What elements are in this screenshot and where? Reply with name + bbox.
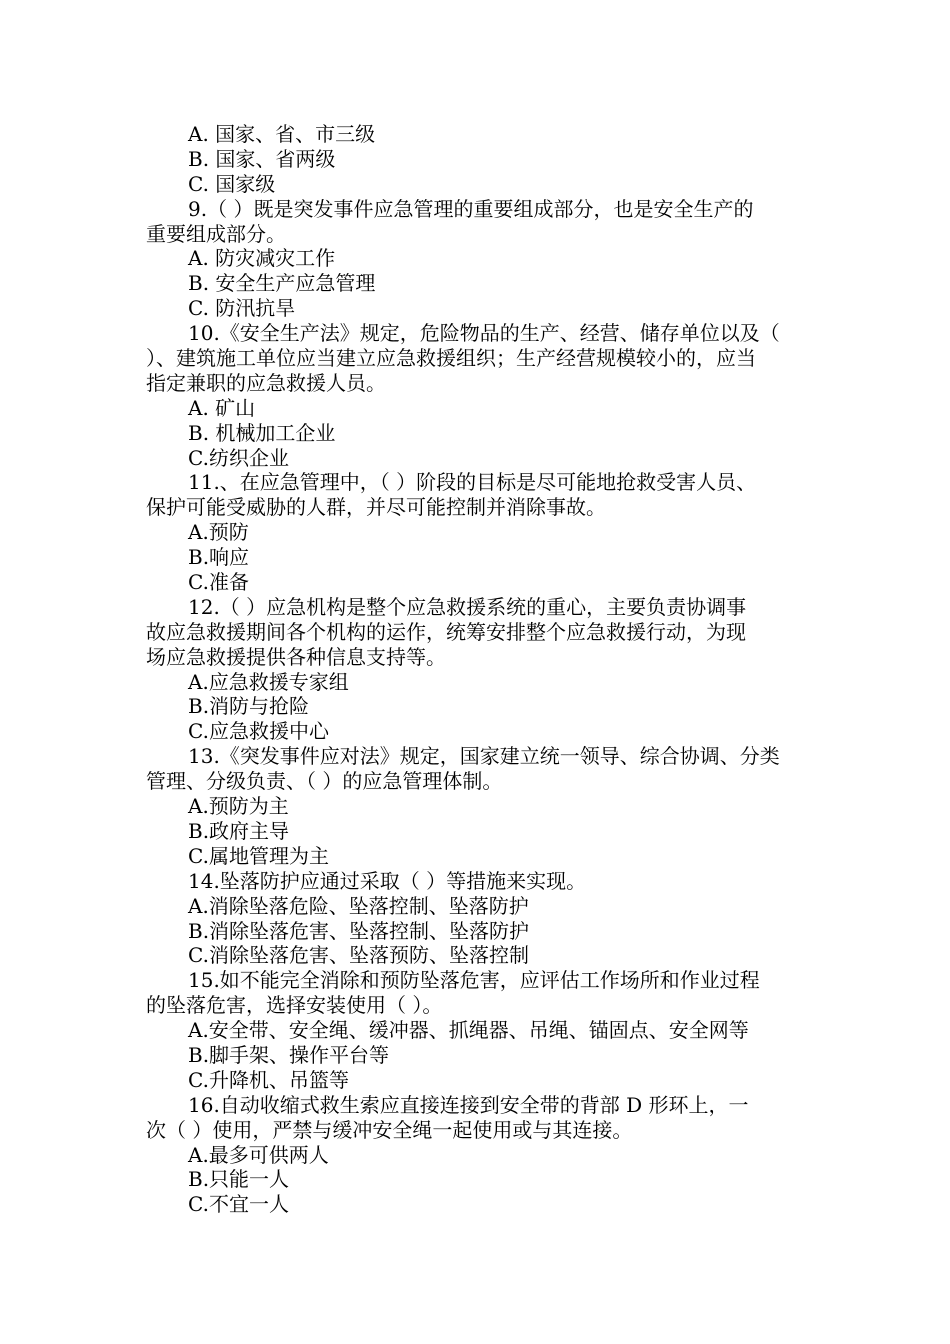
answer-option: C.属地管理为主 (188, 843, 329, 868)
answer-option: B.脚手架、操作平台等 (188, 1042, 390, 1067)
document-body (146, 122, 808, 1217)
question-continuation: ）、建筑施工单位应当建立应急救援组织；生产经营规模较小的，应当 (146, 346, 756, 371)
answer-option: A.最多可供两人 (188, 1142, 329, 1167)
question-continuation: 指定兼职的应急救援人员。 (146, 370, 386, 395)
answer-option: C.消除坠落危害、坠落预防、坠落控制 (188, 943, 529, 968)
answer-option: A.安全带、安全绳、缓冲器、抓绳器、吊绳、锚固点、安全网等 (188, 1018, 749, 1043)
answer-option: C.升降机、吊篮等 (188, 1067, 349, 1092)
question-stem: 9.（ ）既是突发事件应急管理的重要组成部分，也是安全生产的 (188, 196, 754, 221)
question-continuation: 重要组成部分。 (146, 221, 286, 246)
answer-option: B.消除坠落危害、坠落控制、坠落防护 (188, 918, 530, 943)
question-continuation: 故应急救援期间各个机构的运作，统筹安排整个应急救援行动，为现 (146, 619, 746, 644)
question-stem: 12.（ ）应急机构是整个应急救援系统的重心，主要负责协调事 (188, 594, 747, 619)
question-stem: 16.自动收缩式救生索应直接连接到安全带的背部 D 形环上，一 (188, 1092, 749, 1117)
question-stem: 13.《突发事件应对法》规定，国家建立统一领导、综合协调、分类 (188, 744, 780, 769)
answer-option: B. 机械加工企业 (188, 420, 336, 445)
question-stem: 14.坠落防护应通过采取（ ）等措施来实现。 (188, 868, 587, 893)
question-stem: 11.、在应急管理中，（ ）阶段的目标是尽可能地抢救受害人员、 (188, 470, 757, 495)
question-continuation: 管理、分级负责、（ ）的应急管理体制。 (146, 769, 503, 794)
answer-option: C.准备 (188, 570, 249, 595)
answer-option: B.响应 (188, 545, 250, 570)
answer-option: A.预防 (188, 520, 249, 545)
answer-option: A.预防为主 (188, 794, 289, 819)
question-continuation: 保护可能受威胁的人群，并尽可能控制并消除事故。 (146, 495, 606, 520)
answer-option: C. 国家级 (188, 171, 276, 196)
answer-option: C.纺织企业 (188, 445, 289, 470)
answer-option: B. 安全生产应急管理 (188, 271, 376, 296)
answer-option: B.政府主导 (188, 818, 290, 843)
answer-option: B.消防与抢险 (188, 694, 310, 719)
question-continuation: 次（ ）使用，严禁与缓冲安全绳一起使用或与其连接。 (146, 1117, 633, 1142)
answer-option: C.应急救援中心 (188, 719, 329, 744)
answer-option: B. 国家、省两级 (188, 146, 336, 171)
answer-option: A.消除坠落危险、坠落控制、坠落防护 (188, 893, 529, 918)
question-stem: 15.如不能完全消除和预防坠落危害，应评估工作场所和作业过程 (188, 968, 760, 993)
answer-option: C. 防汛抗旱 (188, 296, 296, 321)
question-continuation: 场应急救援提供各种信息支持等。 (146, 644, 446, 669)
answer-option: B.只能一人 (188, 1167, 290, 1192)
answer-option: A. 矿山 (188, 395, 256, 420)
answer-option: C.不宜一人 (188, 1192, 289, 1217)
question-continuation: 的坠落危害，选择安装使用（ ）。 (146, 993, 443, 1018)
answer-option: A. 国家、省、市三级 (188, 122, 376, 146)
question-stem: 10.《安全生产法》规定，危险物品的生产、经营、储存单位以及（ (188, 321, 780, 346)
answer-option: A.应急救援专家组 (188, 669, 349, 694)
answer-option: A. 防灾减灾工作 (188, 246, 336, 271)
